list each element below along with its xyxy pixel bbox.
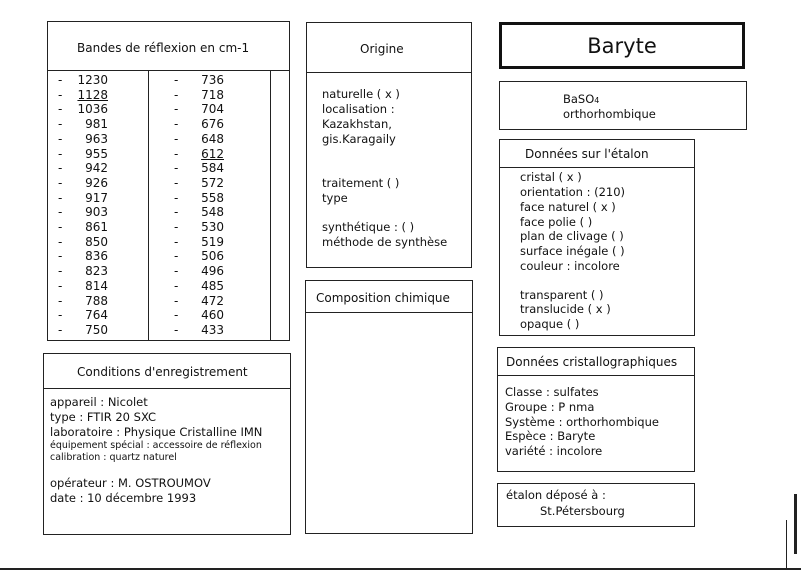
band-dash: - <box>174 175 179 190</box>
band-value-col2-5 <box>174 147 224 162</box>
formula-base: BaSO <box>563 92 595 106</box>
band-number: 823 <box>85 264 108 279</box>
band-number: 433 <box>201 322 224 337</box>
band-value-col2-15 <box>174 294 224 309</box>
band-value-col1-10 <box>58 220 108 235</box>
band-dash: - <box>174 117 179 132</box>
band-value-col1-0 <box>58 73 108 88</box>
band-number: 548 <box>201 205 224 220</box>
band-number: 736 <box>201 73 224 87</box>
band-number: 926 <box>85 175 108 190</box>
etalon-line-3: face naturel ( x ) <box>520 200 616 214</box>
band-dash: - <box>58 293 63 308</box>
band-number: 1036 <box>77 102 108 117</box>
origine-line-2: localisation : <box>322 102 395 116</box>
band-value-col1-16 <box>58 308 108 323</box>
band-number: 963 <box>85 131 108 146</box>
band-dash: - <box>174 293 179 308</box>
band-number: 750 <box>85 322 108 337</box>
conditions-operator: opérateur : M. OSTROUMOV <box>50 476 211 490</box>
band-number: 496 <box>201 264 224 279</box>
composition-header <box>306 281 472 313</box>
composition-panel <box>305 280 473 534</box>
band-number: 850 <box>85 234 108 249</box>
formula-subscript: 4 <box>594 96 600 105</box>
band-number: 718 <box>201 87 224 102</box>
band-value-col1-9 <box>58 205 108 220</box>
conditions-panel <box>43 353 291 535</box>
band-number: 485 <box>201 278 224 293</box>
band-dash: - <box>58 131 63 146</box>
band-dash: - <box>174 308 179 323</box>
band-dash: - <box>174 234 179 249</box>
band-dash: - <box>174 161 179 176</box>
band-value-col1-4 <box>58 132 108 147</box>
band-value-col2-6 <box>174 161 224 176</box>
band-value-col1-13 <box>58 264 108 279</box>
band-dash: - <box>174 205 179 220</box>
band-dash: - <box>174 190 179 205</box>
band-value-col1-5 <box>58 147 108 162</box>
bottom-border-line <box>0 568 801 570</box>
bands-divider-2 <box>270 70 271 340</box>
band-number: 955 <box>85 146 108 161</box>
band-value-col2-8 <box>174 191 224 206</box>
right-edge-line <box>786 520 787 570</box>
crystallo-panel <box>497 347 695 472</box>
band-value-col2-9 <box>174 205 224 220</box>
band-value-col2-1 <box>174 88 224 103</box>
band-value-col1-7 <box>58 176 108 191</box>
band-value-col2-14 <box>174 279 224 294</box>
band-value-col1-12 <box>58 249 108 264</box>
band-value-col2-11 <box>174 235 224 250</box>
origine-line-7: synthétique : ( ) <box>322 220 415 234</box>
band-value-col2-17 <box>174 323 224 338</box>
band-value-col1-17 <box>58 323 108 338</box>
mineral-title-box <box>499 22 745 69</box>
band-number: 942 <box>85 161 108 176</box>
band-dash: - <box>58 205 63 220</box>
conditions-small-2: calibration : quartz naturel <box>50 452 177 463</box>
band-dash: - <box>58 87 63 102</box>
etalon-header <box>500 140 694 168</box>
formula-text <box>563 92 599 108</box>
band-dash: - <box>174 264 179 279</box>
band-value-col2-10 <box>174 220 224 235</box>
band-number: 519 <box>201 234 224 249</box>
band-number: 917 <box>85 190 108 205</box>
band-value-col1-2 <box>58 102 108 117</box>
crystallo-line-1: Classe : sulfates <box>505 385 599 399</box>
band-dash: - <box>58 102 63 117</box>
band-number: 530 <box>201 220 224 234</box>
composition-title: Composition chimique <box>316 291 450 305</box>
origine-title: Origine <box>360 42 404 56</box>
crystallo-line-5: variété : incolore <box>505 444 603 458</box>
band-value-col2-13 <box>174 264 224 279</box>
band-number: 764 <box>85 308 108 323</box>
conditions-line-3: laboratoire : Physique Cristalline IMN <box>50 425 263 439</box>
etalon-panel <box>499 139 695 336</box>
conditions-header <box>44 354 290 389</box>
band-dash: - <box>58 249 63 264</box>
band-value-col2-7 <box>174 176 224 191</box>
band-dash: - <box>174 73 179 87</box>
band-number: 472 <box>201 293 224 308</box>
etalon-line-1: cristal ( x ) <box>520 170 582 184</box>
band-number: 861 <box>85 220 108 234</box>
origine-header <box>307 23 471 73</box>
band-number: 836 <box>85 249 108 264</box>
band-dash: - <box>58 161 63 176</box>
band-dash: - <box>174 278 179 293</box>
band-dash: - <box>174 220 179 234</box>
bands-divider-1 <box>148 70 149 340</box>
bands-title: Bandes de réflexion en cm-1 <box>77 41 250 55</box>
band-dash: - <box>58 175 63 190</box>
band-number: 981 <box>85 117 108 132</box>
band-number: 584 <box>201 161 224 176</box>
deposit-panel <box>497 483 695 527</box>
etalon-line-10: opaque ( ) <box>520 317 580 331</box>
etalon-line-9: translucide ( x ) <box>520 302 611 316</box>
band-value-col2-4 <box>174 132 224 147</box>
band-number: 903 <box>85 205 108 220</box>
band-value-col1-6 <box>58 161 108 176</box>
band-number: 506 <box>201 249 224 264</box>
etalon-line-4: face polie ( ) <box>520 215 593 229</box>
conditions-date: date : 10 décembre 1993 <box>50 491 197 505</box>
band-number: 704 <box>201 102 224 117</box>
conditions-line-1: appareil : Nicolet <box>50 395 148 409</box>
band-number: 612 <box>201 146 224 161</box>
band-value-col1-1 <box>58 88 108 103</box>
band-dash: - <box>58 264 63 279</box>
conditions-small-1: équipement spécial : accessoire de réflexion <box>50 440 262 451</box>
band-dash: - <box>174 102 179 117</box>
etalon-line-2: orientation : (210) <box>520 185 626 199</box>
band-value-col1-14 <box>58 279 108 294</box>
crystal-system: orthorhombique <box>563 107 656 121</box>
etalon-line-5: plan de clivage ( ) <box>520 229 624 243</box>
band-dash: - <box>174 146 179 161</box>
band-number: 676 <box>201 117 224 132</box>
band-dash: - <box>58 220 63 234</box>
band-number: 558 <box>201 190 224 205</box>
deposit-place: St.Pétersbourg <box>540 504 625 518</box>
band-dash: - <box>58 278 63 293</box>
band-number: 460 <box>201 308 224 323</box>
band-value-col2-2 <box>174 102 224 117</box>
band-dash: - <box>58 146 63 161</box>
etalon-title: Données sur l'étalon <box>525 147 649 161</box>
conditions-line-2: type : FTIR 20 SXC <box>50 410 157 424</box>
band-dash: - <box>58 73 63 87</box>
origine-line-5: traitement ( ) <box>322 176 400 190</box>
band-dash: - <box>58 190 63 205</box>
band-number: 1128 <box>77 87 108 102</box>
origine-line-8: méthode de synthèse <box>322 235 448 249</box>
crystallo-title: Données cristallographiques <box>506 355 678 369</box>
origine-panel <box>306 22 472 268</box>
band-value-col2-12 <box>174 249 224 264</box>
band-dash: - <box>174 249 179 264</box>
origine-line-3: Kazakhstan, <box>322 117 392 131</box>
band-dash: - <box>58 117 63 132</box>
band-number: 788 <box>85 293 108 308</box>
band-value-col1-11 <box>58 235 108 250</box>
band-number: 572 <box>201 175 224 190</box>
origine-line-6: type <box>322 191 348 205</box>
right-edge-mark <box>794 494 797 554</box>
bands-panel <box>47 21 290 341</box>
band-dash: - <box>58 234 63 249</box>
crystallo-line-3: Système : orthorhombique <box>505 415 659 429</box>
etalon-line-6: surface inégale ( ) <box>520 244 625 258</box>
band-value-col1-3 <box>58 117 108 132</box>
conditions-title: Conditions d'enregistrement <box>77 365 248 379</box>
band-dash: - <box>174 322 179 337</box>
band-value-col2-0 <box>174 73 224 88</box>
origine-line-4: gis.Karagaily <box>322 132 396 146</box>
mineral-name: Baryte <box>587 34 657 58</box>
bands-header <box>48 22 289 71</box>
band-number: 648 <box>201 131 224 146</box>
etalon-line-7: couleur : incolore <box>520 259 620 273</box>
band-number: 1230 <box>77 73 108 87</box>
crystallo-line-2: Groupe : P nma <box>505 400 595 414</box>
deposit-label: étalon déposé à : <box>506 488 606 502</box>
formula-panel <box>499 81 747 130</box>
band-value-col1-8 <box>58 191 108 206</box>
band-value-col1-15 <box>58 294 108 309</box>
band-value-col2-3 <box>174 117 224 132</box>
band-value-col2-16 <box>174 308 224 323</box>
band-dash: - <box>58 322 63 337</box>
crystallo-line-4: Espèce : Baryte <box>505 429 596 443</box>
origine-line-1: naturelle ( x ) <box>322 87 400 101</box>
etalon-line-8: transparent ( ) <box>520 288 604 302</box>
band-number: 814 <box>85 278 108 293</box>
band-dash: - <box>174 131 179 146</box>
band-dash: - <box>174 87 179 102</box>
crystallo-header <box>498 348 694 376</box>
band-dash: - <box>58 308 63 323</box>
